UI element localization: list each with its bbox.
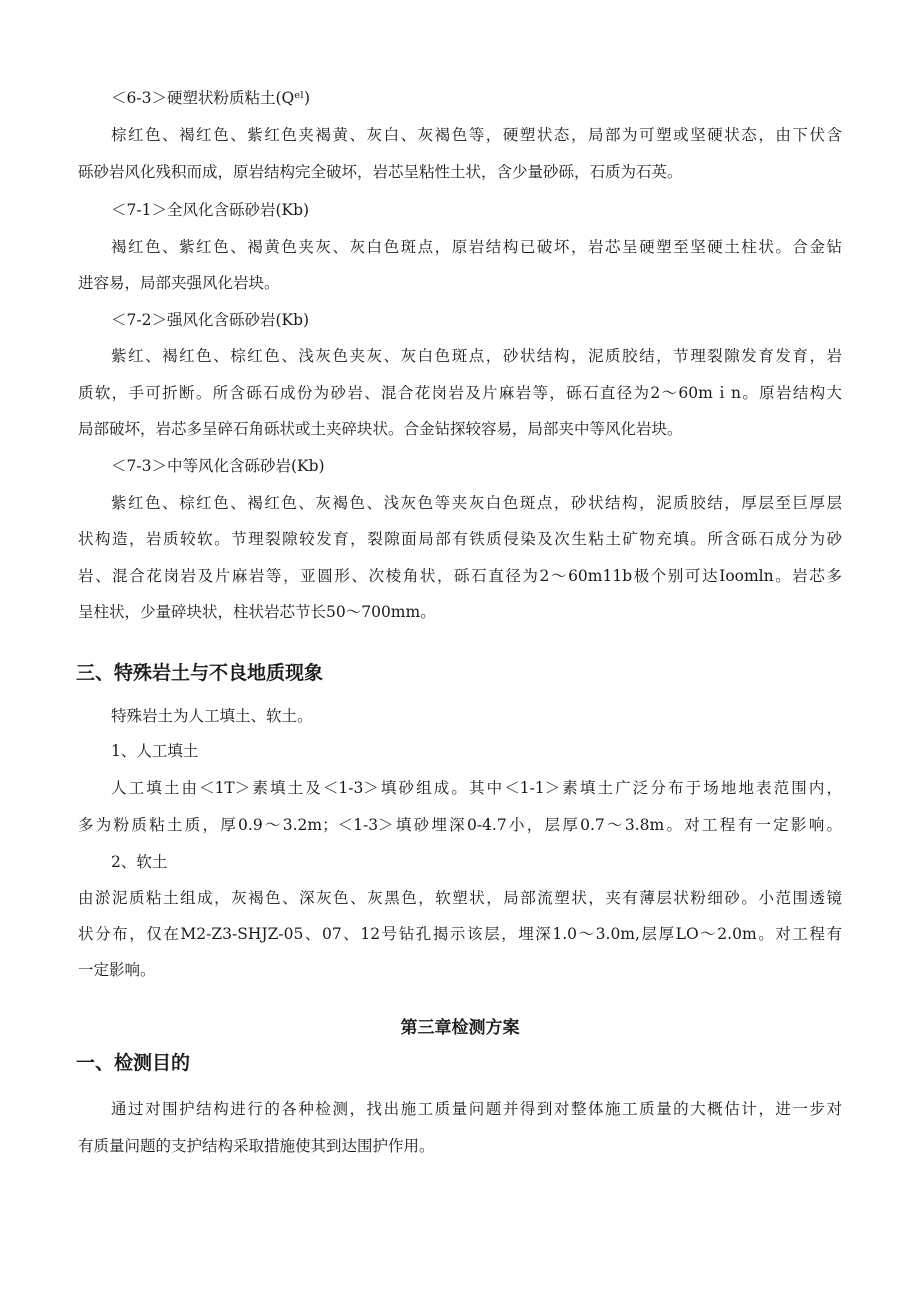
purpose-desc-line-2: 有质量问题的支护结构采取措施使其到达围护作用。 [78,1137,435,1155]
artificial-fill-desc-line-1: 人工填土由＜1T＞素填土及＜1-3＞填砂组成。其中＜1-1＞素填土广泛分布于场地地表范围内， [111,779,842,797]
soft-soil-title: 2、软土 [111,853,168,871]
special-soil-intro: 特殊岩土为人工填土、软土。 [111,707,313,725]
layer-7-2-desc-line-2: 质软，手可折断。所含砾石成份为砂岩、混合花岗岩及片麻岩等，砾石直径为2～60mｉn。原岩结构大 [78,384,842,402]
layer-6-3-title: ＜6-3＞硬塑状粉质粘土(Qᵉˡ) [111,89,311,107]
layer-7-1-title: ＜7-1＞全风化含砾砂岩(Kb) [111,201,310,219]
section-heading-special-soil: 三、特殊岩土与不良地质现象 [76,662,324,684]
layer-7-3-desc-line-4: 呈柱状，少量碎块状，柱状岩芯节长50～700mm。 [78,603,436,621]
soft-soil-desc-line-1: 由淤泥质粘土组成，灰褐色、深灰色、灰黑色，软塑状，局部流塑状，夹有薄层状粉细砂。小范围透镜 [78,889,842,907]
chapter-title: 第三章检测方案 [400,1018,520,1038]
layer-7-2-desc-line-1: 紫红、褐红色、棕红色、浅灰色夹灰、灰白色斑点，砂状结构，泥质胶结，节理裂隙发育发育，岩 [111,347,842,365]
artificial-fill-desc-line-2: 多为粉质粘土质，厚0.9～3.2m；＜1-3＞填砂埋深0-4.7小，层厚0.7～3.8m。对工程有一定影响。 [78,816,842,834]
purpose-desc-line-1: 通过对围护结构进行的各种检测，找出施工质量问题并得到对整体施工质量的大概估计，进一步对 [111,1100,842,1118]
soft-soil-desc-line-2: 状分布，仅在M2-Z3-SHJZ-05、07、12号钻孔揭示该层，埋深1.0～3.0m,层厚LO～2.0m。对工程有 [78,925,842,943]
layer-7-3-title: ＜7-3＞中等风化含砾砂岩(Kb) [111,457,325,475]
artificial-fill-title: 1、人工填土 [111,742,199,760]
layer-6-3-desc-line-1: 棕红色、褐红色、紫红色夹褐黄、灰白、灰褐色等，硬塑状态，局部为可塑或坚硬状态，由下伏含 [111,126,842,144]
layer-6-3-desc-line-2: 砾砂岩风化残积而成，原岩结构完全破坏，岩芯呈粘性土状，含少量砂砾，石质为石英。 [78,163,683,181]
layer-7-2-title: ＜7-2＞强风化含砾砂岩(Kb) [111,311,310,329]
layer-7-1-desc-line-2: 进容易，局部夹强风化岩块。 [78,274,280,292]
layer-7-1-desc-line-1: 褐红色、紫红色、褐黄色夹灰、灰白色斑点，原岩结构已破坏，岩芯呈硬塑至坚硬土柱状。合金钻 [111,238,842,256]
section-heading-purpose: 一、检测目的 [76,1052,191,1074]
layer-7-3-desc-line-1: 紫红色、棕红色、褐红色、灰褐色、浅灰色等夹灰白色斑点，砂状结构，泥质胶结，厚层至巨厚层 [111,494,842,512]
layer-7-3-desc-line-3: 岩、混合花岗岩及片麻岩等，亚圆形、次棱角状，砾石直径为2～60m11b极个别可达Ioomln。岩芯多 [78,567,842,585]
layer-7-3-desc-line-2: 状构造，岩质较软。节理裂隙较发育，裂隙面局部有铁质侵染及次生粘土矿物充填。所含砾石成分为砂 [78,530,842,548]
soft-soil-desc-line-3: 一定影响。 [78,961,156,979]
layer-7-2-desc-line-3: 局部破坏，岩芯多呈碎石角砾状或土夹碎块状。合金钻探较容易，局部夹中等风化岩块。 [78,420,683,438]
